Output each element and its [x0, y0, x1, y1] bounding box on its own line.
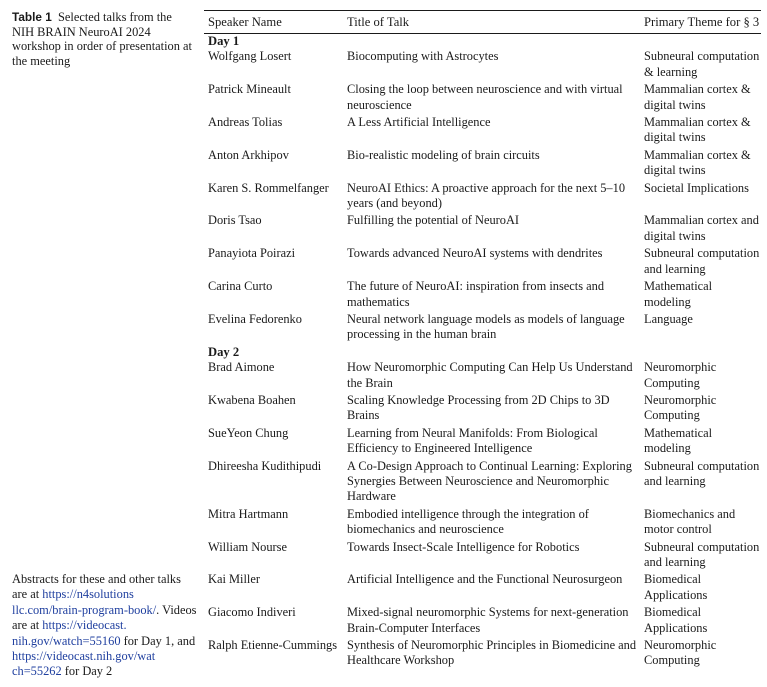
- speaker-cell: William Nourse: [208, 539, 287, 554]
- theme-cell: Societal Implications: [644, 180, 749, 195]
- day1-section: [204, 49, 761, 344]
- day2-section: [204, 360, 761, 671]
- title-cell: How Neuromorphic Computing Can Help Us Understand the Brain: [347, 360, 633, 390]
- table-row: [204, 507, 761, 540]
- speaker-cell: Dhireesha Kudithipudi: [208, 458, 322, 473]
- theme-cell: Mammalian cortex & digital twins: [644, 82, 751, 112]
- table-row: [204, 572, 761, 605]
- table-row: [204, 605, 761, 638]
- table-row: [204, 82, 761, 115]
- speaker-cell: Doris Tsao: [208, 213, 262, 228]
- table-row: [204, 148, 761, 181]
- title-cell: Closing the loop between neuroscience and with virtual neuroscience: [347, 82, 623, 112]
- speaker-cell: Giacomo Indiveri: [208, 605, 296, 620]
- table-row: [204, 459, 761, 507]
- table-row: [204, 246, 761, 279]
- table-row: [204, 115, 761, 148]
- speaker-cell: Evelina Fedorenko: [208, 311, 302, 326]
- title-cell: Biocomputing with Astrocytes: [347, 49, 499, 64]
- note-text: . Videos are at: [12, 602, 197, 633]
- theme-cell: Subneural computation and learning: [644, 539, 760, 569]
- theme-cell: Mammalian cortex and digital twins: [644, 213, 759, 243]
- theme-cell: Mammalian cortex & digital twins: [644, 115, 751, 145]
- footnote: [12, 572, 198, 680]
- table-row: [204, 426, 761, 459]
- theme-cell: Neuromorphic Computing: [644, 360, 717, 390]
- table-row: [204, 393, 761, 426]
- speaker-cell: Mitra Hartmann: [208, 506, 289, 521]
- theme-cell: Mathematical modeling: [644, 279, 713, 309]
- table-row: [204, 540, 761, 573]
- speaker-cell: Kwabena Boahen: [208, 392, 296, 407]
- table-header: [204, 11, 761, 33]
- program-book-link[interactable]: https://n4solutions llc.com/brain-program-book/: [12, 587, 157, 617]
- table-row: [204, 49, 761, 82]
- day1-video-link[interactable]: https://videocast. nih.gov/watch=55160: [12, 618, 127, 648]
- table-row: [204, 181, 761, 214]
- theme-cell: Mathematical modeling: [644, 425, 713, 456]
- note-text: for Day 1, and: [120, 633, 196, 648]
- speaker-cell: Karen S. Rommelfanger: [208, 180, 329, 195]
- title-cell: Scaling Knowledge Processing from 2D Chips to 3D Brains: [347, 392, 610, 423]
- day2-heading: Day 2: [208, 344, 240, 359]
- day1-heading: Day 1: [208, 34, 240, 48]
- header-title: Title of Talk: [347, 15, 410, 29]
- table-row: [204, 360, 761, 393]
- theme-cell: Biomedical Applications: [644, 605, 708, 635]
- title-cell: NeuroAI Ethics: A proactive approach for the next 5–10 years (and beyond): [347, 180, 626, 211]
- table-row: [204, 279, 761, 312]
- title-cell: Neural network language models as models of language processing in the human brain: [347, 311, 625, 342]
- table-row: [204, 312, 761, 345]
- table-row: [204, 638, 761, 671]
- caption-label: Table 1: [12, 10, 52, 24]
- title-cell: Bio-realistic modeling of brain circuits: [347, 147, 540, 162]
- title-cell: Embodied intelligence through the integration of biomechanics and neuroscience: [347, 506, 589, 537]
- table-caption: [12, 10, 196, 68]
- title-cell: Fulfilling the potential of NeuroAI: [347, 213, 520, 228]
- talks-table: [204, 10, 761, 671]
- speaker-cell: Andreas Tolias: [208, 115, 283, 130]
- theme-cell: Biomedical Applications: [644, 572, 708, 602]
- theme-cell: Neuromorphic Computing: [644, 638, 717, 668]
- speaker-cell: Carina Curto: [208, 279, 273, 294]
- table-row: [204, 213, 761, 246]
- speaker-cell: Anton Arkhipov: [208, 147, 289, 162]
- title-cell: Towards Insect-Scale Intelligence for Robotics: [347, 539, 580, 554]
- speaker-cell: Ralph Etienne-Cummings: [208, 638, 338, 653]
- speaker-cell: SueYeon Chung: [208, 425, 289, 440]
- speaker-cell: Panayiota Poirazi: [208, 246, 296, 261]
- note-text: Abstracts for these and other talks are at: [12, 572, 181, 602]
- theme-cell: Neuromorphic Computing: [644, 392, 717, 423]
- speaker-cell: Brad Aimone: [208, 360, 275, 375]
- note-text: for Day 2: [61, 664, 113, 679]
- speaker-cell: Kai Miller: [208, 572, 260, 587]
- header-theme: Primary Theme for § 3: [644, 15, 760, 29]
- header-speaker: Speaker Name: [208, 15, 282, 29]
- title-cell: Learning from Neural Manifolds: From Biological Efficiency to Engineered Intelligence: [347, 425, 598, 456]
- title-cell: Synthesis of Neuromorphic Principles in Biomedicine and Healthcare Workshop: [347, 638, 637, 668]
- theme-cell: Mammalian cortex & digital twins: [644, 147, 751, 178]
- title-cell: A Less Artificial Intelligence: [347, 115, 491, 130]
- theme-cell: Subneural computation and learning: [644, 246, 760, 276]
- theme-cell: Subneural computation & learning: [644, 49, 760, 79]
- theme-cell: Language: [644, 311, 693, 326]
- theme-cell: Subneural computation and learning: [644, 458, 760, 488]
- title-cell: Towards advanced NeuroAI systems with dendrites: [347, 246, 603, 261]
- theme-cell: Biomechanics and motor control: [644, 506, 736, 537]
- caption-text: Selected talks from the NIH BRAIN NeuroAI 2024 workshop in order of presentation at the meeting: [12, 10, 192, 68]
- title-cell: Mixed-signal neuromorphic Systems for next-generation Brain-Computer Interfaces: [347, 605, 629, 635]
- day2-video-link[interactable]: https://videocast.nih.gov/wat ch=55262: [12, 649, 156, 679]
- title-cell: Artificial Intelligence and the Functional Neurosurgeon: [347, 572, 623, 587]
- title-cell: The future of NeuroAI: inspiration from insects and mathematics: [347, 279, 605, 309]
- speaker-cell: Wolfgang Losert: [208, 49, 292, 64]
- title-cell: A Co-Design Approach to Continual Learning: Exploring Synergies Between Neuroscience and Neuromorphic Hardware: [347, 458, 632, 504]
- speaker-cell: Patrick Mineault: [208, 82, 291, 97]
